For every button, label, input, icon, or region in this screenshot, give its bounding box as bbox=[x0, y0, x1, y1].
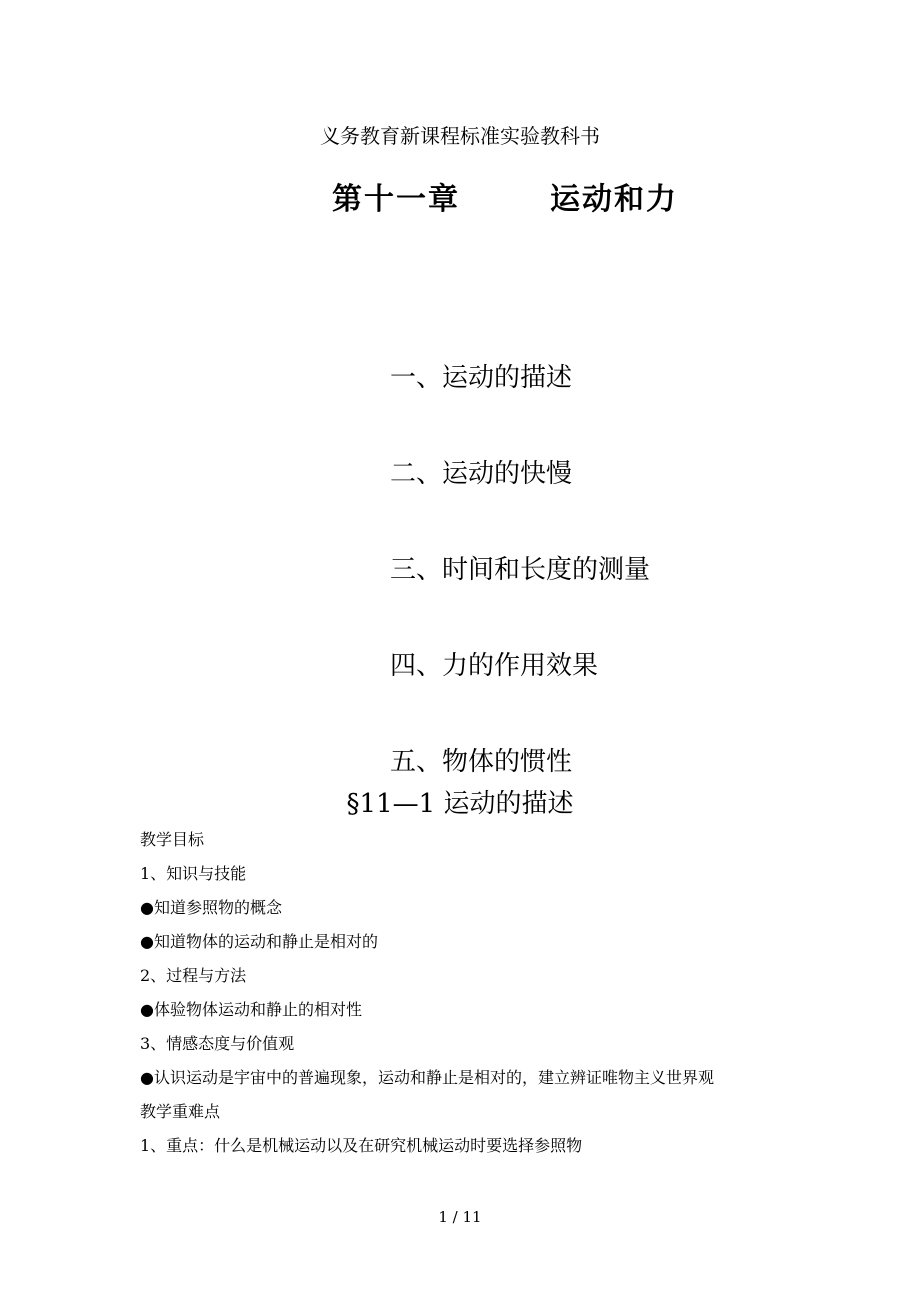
chapter-number: 第十一章 bbox=[332, 182, 460, 217]
body-line: 1、重点：什么是机械运动以及在研究机械运动时要选择参照物 bbox=[140, 1136, 583, 1155]
body-line: 1、知识与技能 bbox=[140, 864, 247, 883]
toc-item: 五、物体的惯性 bbox=[390, 747, 573, 777]
body-line: 3、情感态度与价值观 bbox=[140, 1034, 295, 1053]
bullet-item: ●体验物体运动和静止的相对性 bbox=[140, 1000, 362, 1019]
toc-item: 二、运动的快慢 bbox=[390, 459, 573, 489]
bullet-item: ●知道参照物的概念 bbox=[140, 898, 282, 917]
toc-item: 四、力的作用效果 bbox=[390, 651, 599, 681]
body-line: 2、过程与方法 bbox=[140, 966, 247, 985]
toc-item: 一、运动的描述 bbox=[390, 363, 573, 393]
bullet-item: ●认识运动是宇宙中的普遍现象，运动和静止是相对的，建立辨证唯物主义世界观 bbox=[140, 1068, 714, 1087]
body-line-key-points: 教学重难点 bbox=[140, 1102, 221, 1121]
chapter-title: 运动和力 bbox=[550, 182, 678, 217]
section-heading: §11—1 运动的描述 bbox=[346, 789, 574, 819]
toc-item: 三、时间和长度的测量 bbox=[390, 555, 651, 585]
bullet-item: ●知道物体的运动和静止是相对的 bbox=[140, 932, 378, 951]
body-line-teaching-goals: 教学目标 bbox=[140, 830, 205, 849]
series-title: 义务教育新课程标准实验教科书 bbox=[320, 124, 600, 148]
page-number: 1 / 11 bbox=[438, 1208, 482, 1226]
